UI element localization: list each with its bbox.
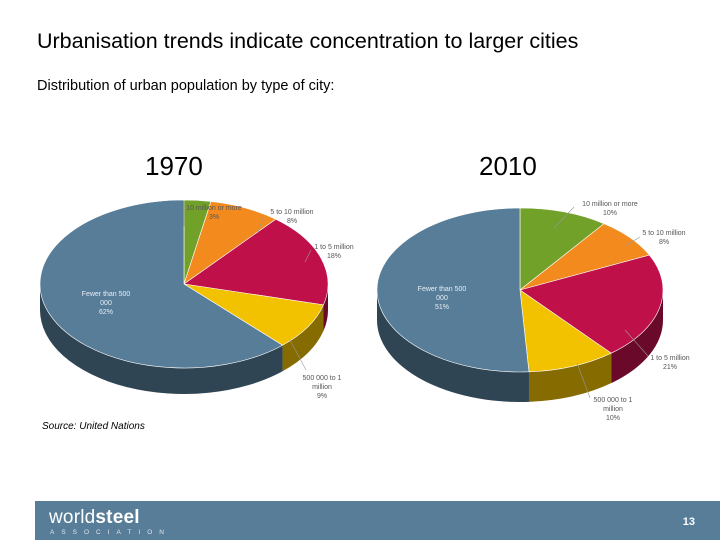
slice-label-1970-500-000-to-1-million: 500 000 to 1 million 9% bbox=[302, 375, 342, 400]
slice-value-1970-10-million-or-more: 3% bbox=[208, 214, 220, 221]
slice-label-1970-1-to-5-million: 1 to 5 million 18% bbox=[314, 244, 354, 260]
slice-value-1970-500-000-to-1-million: 9% bbox=[316, 393, 328, 400]
footer-bar bbox=[35, 501, 720, 540]
slice-label-2010-5-to-10-million: 5 to 10 million 8% bbox=[642, 230, 686, 246]
slice-value-1970-5-to-10-million: 8% bbox=[286, 218, 298, 225]
slice-value-2010-fewer-than-500-000: 51% bbox=[434, 304, 450, 311]
source-note: Source: United Nations bbox=[42, 421, 145, 432]
slice-label-2010-1-to-5-million: 1 to 5 million 21% bbox=[650, 355, 690, 371]
pie-title-2010: 2010 bbox=[479, 151, 537, 181]
logo-light-text: world bbox=[49, 507, 96, 528]
slice-label-1970-5-to-10-million: 5 to 10 million 8% bbox=[270, 209, 314, 225]
page-subtitle: Distribution of urban population by type of city: bbox=[37, 78, 335, 94]
pie-chart-2010 bbox=[377, 201, 690, 422]
slice-label-2010-500-000-to-1-million: 500 000 to 1 million 10% bbox=[593, 397, 633, 422]
page-title: Urbanisation trends indicate concentration to larger cities bbox=[37, 29, 579, 53]
slice-value-2010-10-million-or-more: 10% bbox=[602, 210, 618, 217]
slice-label-1970-10-million-or-more: 10 million or more 3% bbox=[186, 205, 242, 221]
logo-bold-text: steel bbox=[95, 507, 140, 528]
slice-label-1970-fewer-than-500-000: Fewer than 500 000 62% bbox=[81, 291, 131, 316]
slice-value-2010-5-to-10-million: 8% bbox=[658, 239, 670, 246]
slice-value-2010-1-to-5-million: 21% bbox=[662, 364, 678, 371]
pie-chart-1970 bbox=[40, 200, 354, 400]
page-number: 13 bbox=[682, 516, 695, 528]
slice-label-2010-fewer-than-500-000: Fewer than 500 000 51% bbox=[417, 286, 467, 311]
slice-value-1970-1-to-5-million: 18% bbox=[326, 253, 342, 260]
pie-title-1970: 1970 bbox=[145, 151, 203, 181]
slice-value-2010-500-000-to-1-million: 10% bbox=[605, 415, 621, 422]
slice-label-2010-10-million-or-more: 10 million or more 10% bbox=[582, 201, 638, 217]
worldsteel-logo bbox=[49, 507, 140, 529]
slice-value-1970-fewer-than-500-000: 62% bbox=[98, 309, 114, 316]
logo-subtitle: ASSOCIATION bbox=[50, 529, 171, 536]
